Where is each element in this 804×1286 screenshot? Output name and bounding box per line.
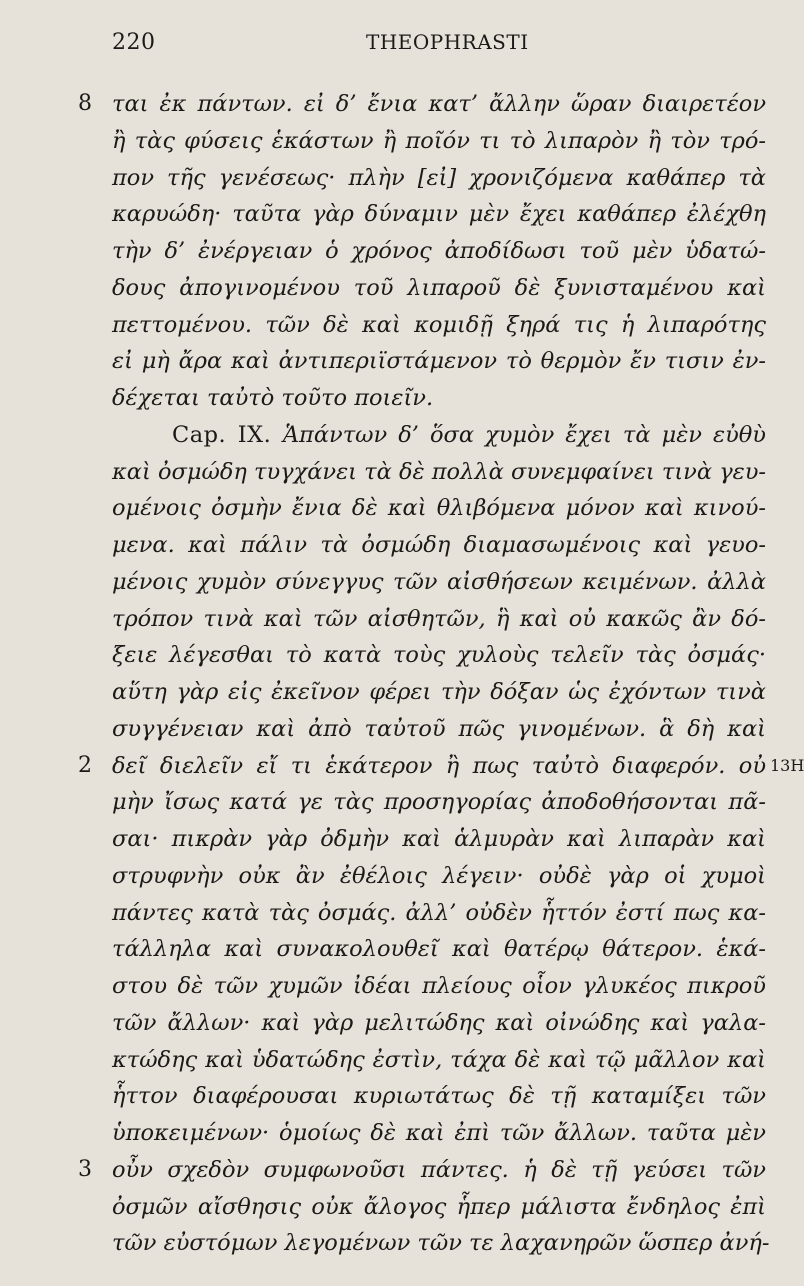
chapter-heading: Cap. IX. (172, 421, 283, 448)
line-content: δέχεται ταὐτὸ τοῦτο ποιεῖν. (112, 385, 434, 411)
text-line (0, 270, 800, 307)
text-line (0, 1078, 800, 1115)
text-line (0, 307, 800, 344)
line-content: ὑποκειμένων· ὁμοίως δὲ καὶ ἐπὶ τῶν ἄλλων. ταῦτα μὲν (112, 1120, 766, 1146)
text-line (0, 564, 800, 601)
text-line (0, 86, 800, 123)
line-text (112, 233, 766, 270)
line-content: ἧττον διαφέρουσαι κυριωτάτως δὲ τῇ καταμίξει τῶν (112, 1083, 766, 1110)
line-text (112, 196, 766, 233)
line-content: μενα. καὶ πάλιν τὰ ὀσμώδη διαμασωμένοις καὶ γευο- (112, 532, 766, 558)
line-content: τῶν ἄλλων· καὶ γὰρ μελιτώδης καὶ οἰνώδης καὶ γαλα- (112, 1009, 766, 1036)
line-text (112, 968, 766, 1005)
line-content: ται ἐκ πάντων. εἰ δ’ ἔνια κατ’ ἄλλην ὥραν διαιρετέον (112, 91, 766, 117)
text-line (0, 1225, 800, 1262)
line-content: αὕτη γὰρ εἰς ἐκεῖνον φέρει τὴν δόξαν ὡς ἐχόντων τινὰ (112, 679, 766, 705)
section-number: 8 (78, 91, 92, 116)
line-text (112, 1078, 766, 1115)
line-text (112, 160, 766, 197)
text-line (0, 674, 800, 711)
line-text (112, 1189, 766, 1226)
line-text (112, 858, 766, 895)
running-title: THEOPHRASTI (366, 30, 529, 54)
text-line (0, 1152, 800, 1189)
line-text (112, 564, 766, 601)
line-text (112, 454, 766, 491)
text-line (0, 895, 800, 932)
text-line (0, 784, 800, 821)
line-text (112, 637, 766, 674)
line-text (172, 417, 766, 454)
margin-reference: 13H (770, 755, 804, 775)
line-content: καρυώδη· ταῦτα γὰρ δύναμιν μὲν ἔχει καθάπερ ἐλέχθη (112, 201, 766, 228)
line-text (112, 601, 766, 638)
line-text (112, 490, 766, 527)
line-content: ὀσμῶν αἴσθησις οὐκ ἄλογος ἧπερ μάλιστα ἔνδηλος ἐπὶ (112, 1193, 766, 1220)
line-content: δεῖ διελεῖν εἴ τι ἑκάτερον ἢ πως ταὐτὸ διαφερόν. οὐ (112, 752, 766, 779)
text-line (0, 233, 800, 270)
text-line (0, 343, 800, 380)
line-text (112, 674, 766, 711)
text-line (0, 711, 800, 748)
text-line (0, 490, 800, 527)
line-content: Ἁπάντων δ’ ὅσα χυμὸν ἔχει τὰ μὲν εὐθὺ (282, 421, 766, 448)
line-content: τρόπον τινὰ καὶ τῶν αἰσθητῶν, ἣ καὶ οὐ κακῶς ἂν δό- (112, 605, 766, 632)
page-header (0, 30, 800, 64)
line-content: στρυφνὴν οὐκ ἂν ἐθέλοις λέγειν· οὐδὲ γὰρ οἱ χυμοὶ (112, 862, 766, 889)
main-text-block (0, 86, 804, 1262)
line-content: τῶν εὐστόμων λεγομένων τῶν τε λαχανηρῶν ὥσπερ ἀνή- (112, 1230, 770, 1257)
line-text (112, 307, 766, 344)
line-text (112, 86, 766, 123)
text-line (0, 1189, 800, 1226)
line-text (112, 1115, 766, 1152)
line-text (112, 270, 766, 307)
line-text (112, 784, 766, 821)
line-text (112, 931, 766, 968)
text-line (0, 196, 800, 233)
text-line (0, 1042, 800, 1079)
line-text (112, 711, 766, 748)
line-content: πεττομένου. τῶν δὲ καὶ κομιδῇ ξηρά τις ἡ λιπαρότης (112, 311, 766, 338)
text-line (0, 1005, 800, 1042)
section-number: 2 (78, 752, 92, 778)
line-content: κτώδης καὶ ὑδατώδης ἐστὶν, τάχα δὲ καὶ τῷ μᾶλλον καὶ (112, 1046, 766, 1073)
text-line (0, 748, 804, 785)
text-line (0, 454, 800, 491)
text-line (0, 637, 800, 674)
line-text (112, 748, 766, 785)
text-line (0, 601, 800, 638)
text-line (0, 1115, 800, 1152)
line-text (112, 123, 766, 160)
line-text (112, 1225, 770, 1262)
line-content: ομένοις ὀσμὴν ἔνια δὲ καὶ θλιβόμενα μόνον καὶ κινού- (112, 495, 766, 522)
line-text (112, 1005, 766, 1042)
text-line (0, 123, 800, 160)
line-content: ξειε λέγεσθαι τὸ κατὰ τοὺς χυλοὺς τελεῖν τὰς ὀσμάς· (112, 642, 766, 669)
line-content: τὴν δ’ ἐνέργειαν ὁ χρόνος ἀποδίδωσι τοῦ μὲν ὑδατώ- (112, 238, 766, 264)
line-text (112, 380, 766, 417)
text-line (0, 527, 800, 564)
line-content: εἰ μὴ ἄρα καὶ ἀντιπεριϊστάμενον τὸ θερμὸν ἔν τισιν ἐν- (112, 348, 766, 375)
line-content: μένοις χυμὸν σύνεγγυς τῶν αἰσθήσεων κειμένων. ἀλλὰ (112, 568, 766, 595)
line-content: μὴν ἴσως κατά γε τὰς προσηγορίας ἀποδοθήσονται πᾶ- (112, 789, 766, 816)
text-line (0, 821, 800, 858)
line-content: τάλληλα καὶ συνακολουθεῖ καὶ θατέρῳ θάτερον. ἑκά- (112, 936, 766, 963)
line-text (112, 821, 766, 858)
line-text (112, 343, 766, 380)
text-line (0, 160, 800, 197)
text-line (0, 931, 800, 968)
line-content: πον τῆς γενέσεως· πλὴν [εἰ] χρονιζόμενα καθάπερ τὰ (112, 164, 766, 191)
line-content: καὶ ὀσμώδη τυγχάνει τὰ δὲ πολλὰ συνεμφαίνει τινὰ γευ- (112, 458, 766, 485)
text-line (0, 858, 800, 895)
section-number: 3 (78, 1156, 92, 1182)
line-text (112, 527, 766, 564)
line-content: δους ἀπογινομένου τοῦ λιπαροῦ δὲ ξυνισταμένου καὶ (112, 274, 766, 301)
page-number: 220 (112, 30, 156, 55)
line-text (112, 895, 766, 932)
line-content: πάντες κατὰ τὰς ὀσμάς. ἀλλ’ οὐδὲν ἧττόν ἐστί πως κα- (112, 899, 766, 926)
line-content: ἢ τὰς φύσεις ἑκάστων ἢ ποῖόν τι τὸ λιπαρὸν ἢ τὸν τρό- (112, 127, 766, 154)
line-content: οὖν σχεδὸν συμφωνοῦσι πάντες. ἡ δὲ τῇ γεύσει τῶν (112, 1156, 766, 1183)
text-line (0, 380, 800, 417)
text-line (0, 968, 800, 1005)
line-content: συγγένειαν καὶ ἀπὸ ταὐτοῦ πῶς γινομένων. ἃ δὴ καὶ (112, 715, 766, 742)
line-content: σαι· πικρὰν γὰρ ὀδμὴν καὶ ἁλμυρὰν καὶ λιπαρὰν καὶ (112, 826, 766, 852)
line-text (112, 1152, 766, 1189)
text-line (0, 417, 800, 454)
line-content: στου δὲ τῶν χυμῶν ἰδέαι πλείους οἷον γλυκέος πικροῦ (112, 973, 766, 999)
line-text (112, 1042, 766, 1079)
